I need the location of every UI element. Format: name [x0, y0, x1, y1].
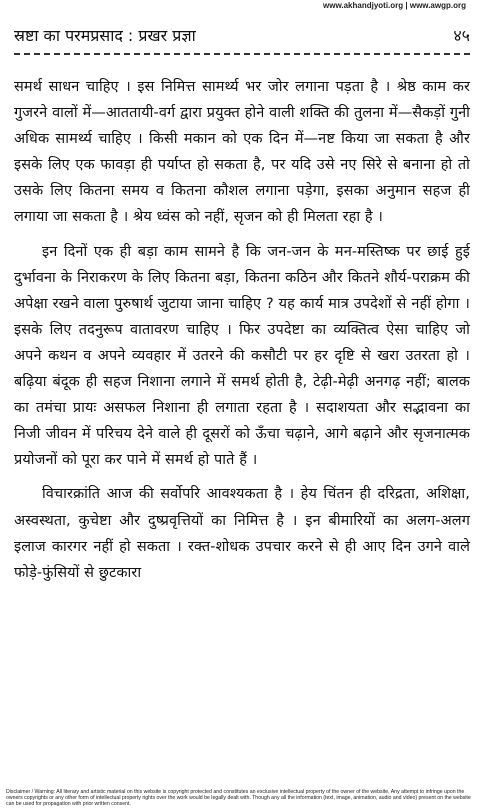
disclaimer-footer: Disclaimer / Warning: All literary and artistic material on this website is copyright protected and constitutes an exclusive intellectual property of the owner of the website. Any attempt to infringe upon the owners copyrights or any other form of intellectual property rights over the work would be legally dealt with. Though any all the information (text, image, animation, audio and video) present on the website can be used for propagation with prior written consent.: [6, 789, 471, 807]
site-links[interactable]: www.akhandjyoti.org | www.awgp.org: [323, 1, 466, 10]
top-bar: [0, 0, 484, 12]
header-divider: [14, 53, 470, 55]
paragraph-2: इन दिनों एक ही बड़ा काम सामने है कि जन-जन के मन-मस्तिष्क पर छाई हुई दुर्भावना के निराकरण के लिए कितना बड़ा, कितना कठिन और कितने शौर्य-पराक्रम की अपेक्षा रखने वाला पुरुषार्थ जुटाया जाना चाहिए ? यह कार्य मात्र उपदेशों से नहीं होगा । इसके लिए तदनुरूप वातावरण चाहिए । फिर उपदेष्टा का व्यक्तित्व ऐसा चाहिए जो अपने कथन व अपने व्यवहार में उतरने की कसौटी पर हर दृष्टि से खरा उतरता हो । बढ़िया बंदूक ही सहज निशाना लगाने में समर्थ होती है, टेढ़ी-मेढ़ी अनगढ़ नहीं; बालक का तमंचा प्रायः असफल निशाना ही लगाता रहता है । सदाशयता और सद्भावना का निजी जीवन में परिचय देने वाले ही दूसरों को ऊँचा चढ़ाने, आगे बढ़ाने और सृजनात्मक प्रयोजनों को पूरा कर पाने में समर्थ हो पाते हैं ।: [14, 243, 470, 469]
paragraph-3: विचारक्रांति आज की सर्वोपरि आवश्यकता है । हेय चिंतन ही दरिद्रता, अशिक्षा, अस्वस्थता, कुचेष्टा और दुष्प्रवृत्तियों का निमित्त है । इन बीमारियों का अलग-अलग इलाज कारगर नहीं हो सकता । रक्त-शोधक उपचार करने से ही आए दिन उगने वाले फोड़े-फुंसियों से छुटकारा: [14, 486, 470, 581]
page-header: [14, 24, 470, 52]
chapter-title: स्रष्टा का परमप्रसाद : प्रखर प्रज्ञा: [14, 26, 196, 45]
page-number: ४५: [453, 26, 470, 45]
page-body: [14, 74, 470, 594]
paragraph-1: समर्थ साधन चाहिए । इस निमित्त सामर्थ्य भर जोर लगाना पड़ता है । श्रेष्ठ काम कर गुजरने वालों में—आततायी-वर्ग द्वारा प्रयुक्त होने वाली शक्ति की तुलना में—सैकड़ों गुनी अधिक सामर्थ्य चाहिए । किसी मकान को एक दिन में—नष्ट किया जा सकता है और इसके लिए एक फावड़ा ही पर्याप्त हो सकता है, पर यदि उसे नए सिरे से बनाना हो तो उसके लिए कितना समय व कितना कौशल लगाना पड़ेगा, इसका अनुमान सहज ही लगाया जा सकता है । श्रेय ध्वंस को नहीं, सृजन को ही मिलता रहा है ।: [14, 79, 470, 226]
